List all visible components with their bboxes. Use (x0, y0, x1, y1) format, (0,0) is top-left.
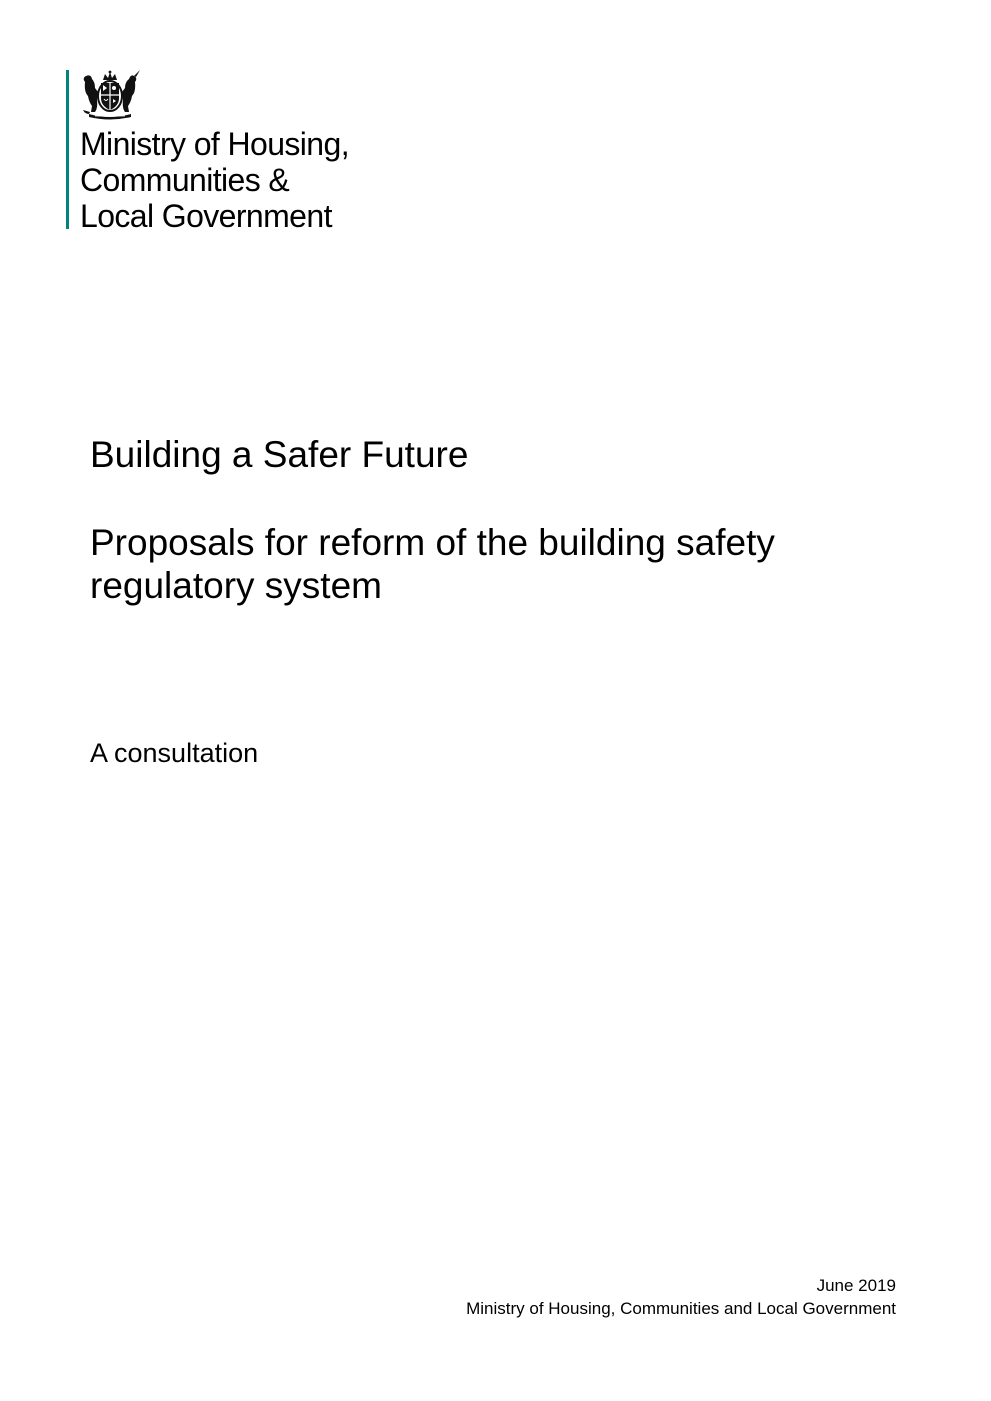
coat-of-arms-icon (79, 70, 141, 120)
document-subtitle (90, 521, 890, 607)
department-logo (66, 70, 386, 234)
publication-footer (466, 1274, 896, 1320)
logo-rule (66, 70, 69, 229)
publication-date: June 2019 (816, 1276, 896, 1295)
document-title: Building a Safer Future (90, 434, 469, 475)
department-name (80, 126, 349, 234)
department-name-line-2: Communities & (80, 162, 290, 198)
document-type: A consultation (90, 738, 259, 768)
document-subtitle-line-1: Proposals for reform of the building safety (90, 522, 775, 563)
department-name-line-1: Ministry of Housing, (80, 126, 349, 162)
publisher-name: Ministry of Housing, Communities and Local Government (466, 1299, 896, 1318)
department-name-line-3: Local Government (80, 198, 332, 234)
document-subtitle-line-2: regulatory system (90, 565, 382, 606)
